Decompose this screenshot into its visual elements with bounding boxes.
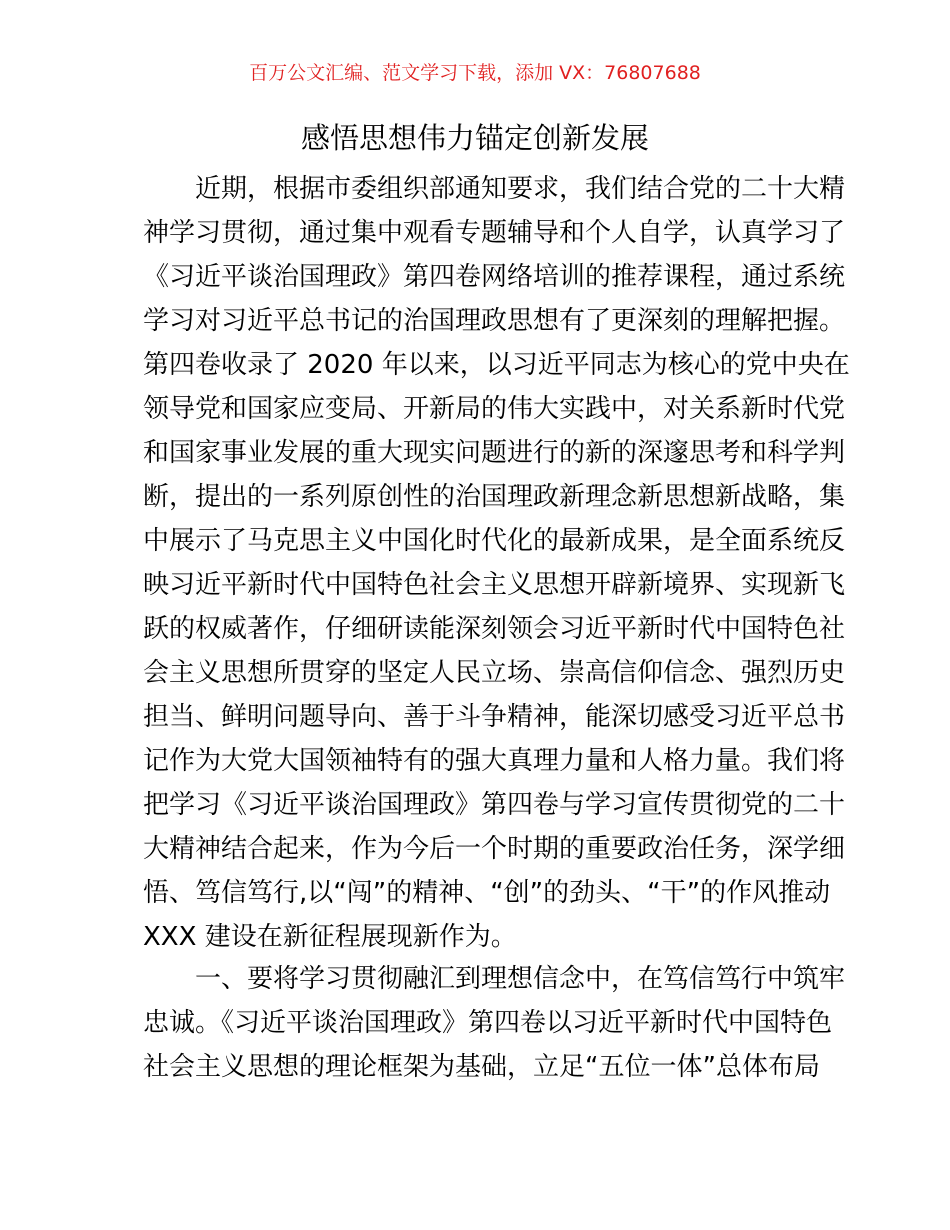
paragraph-line: 神学习贯彻，通过集中观看专题辅导和个人自学，认真学习了 bbox=[143, 218, 846, 248]
paragraph-line: 和国家事业发展的重大现实问题进行的新的深邃思考和科学判 bbox=[143, 438, 846, 468]
paragraph-line: 记作为大党大国领袖特有的强大真理力量和人格力量。我们将 bbox=[143, 746, 846, 776]
paragraph-line: 忠诚。《习近平谈治国理政》第四卷以习近平新时代中国特色 bbox=[143, 1008, 833, 1038]
watermark-header: 百万公文汇编、范文学习下载，添加 VX：76807688 bbox=[249, 62, 701, 84]
paragraph-line: 担当、鲜明问题导向、善于斗争精神，能深切感受习近平总书 bbox=[143, 702, 846, 732]
paragraph-line: 《习近平谈治国理政》第四卷网络培训的推荐课程，通过系统 bbox=[143, 262, 846, 292]
document-title: 感悟思想伟力锚定创新发展 bbox=[300, 121, 649, 155]
paragraph-line: 领导党和国家应变局、开新局的伟大实践中，对关系新时代党 bbox=[143, 394, 846, 424]
paragraph-line: 大精神结合起来，作为今后一个时期的重要政治任务，深学细 bbox=[143, 834, 846, 864]
paragraph-line: 把学习《习近平谈治国理政》第四卷与学习宣传贯彻党的二十 bbox=[143, 790, 846, 820]
paragraph-line: 一、要将学习贯彻融汇到理想信念中，在笃信笃行中筑牢 bbox=[195, 964, 846, 994]
paragraph-line: 跃的权威著作，仔细研读能深刻领会习近平新时代中国特色社 bbox=[143, 614, 846, 644]
paragraph-line: 学习对习近平总书记的治国理政思想有了更深刻的理解把握。 bbox=[143, 306, 846, 336]
paragraph-line: 近期，根据市委组织部通知要求，我们结合党的二十大精 bbox=[195, 174, 846, 204]
paragraph-line: XXX 建设在新征程展现新作为。 bbox=[143, 922, 517, 952]
paragraph-line: 中展示了马克思主义中国化时代化的最新成果，是全面系统反 bbox=[143, 526, 846, 556]
paragraph-line: 社会主义思想的理论框架为基础，立足“五位一体”总体布局 bbox=[143, 1052, 820, 1082]
paragraph-line: 映习近平新时代中国特色社会主义思想开辟新境界、实现新飞 bbox=[143, 570, 846, 600]
paragraph-line: 会主义思想所贯穿的坚定人民立场、崇高信仰信念、强烈历史 bbox=[143, 658, 846, 688]
paragraph-line: 悟、笃信笃行,以“闯”的精神、“创”的劲头、“干”的作风推动 bbox=[143, 878, 831, 908]
paragraph-line: 断，提出的一系列原创性的治国理政新理念新思想新战略，集 bbox=[143, 482, 846, 512]
paragraph-line: 第四卷收录了 2020 年以来，以习近平同志为核心的党中央在 bbox=[143, 350, 850, 380]
